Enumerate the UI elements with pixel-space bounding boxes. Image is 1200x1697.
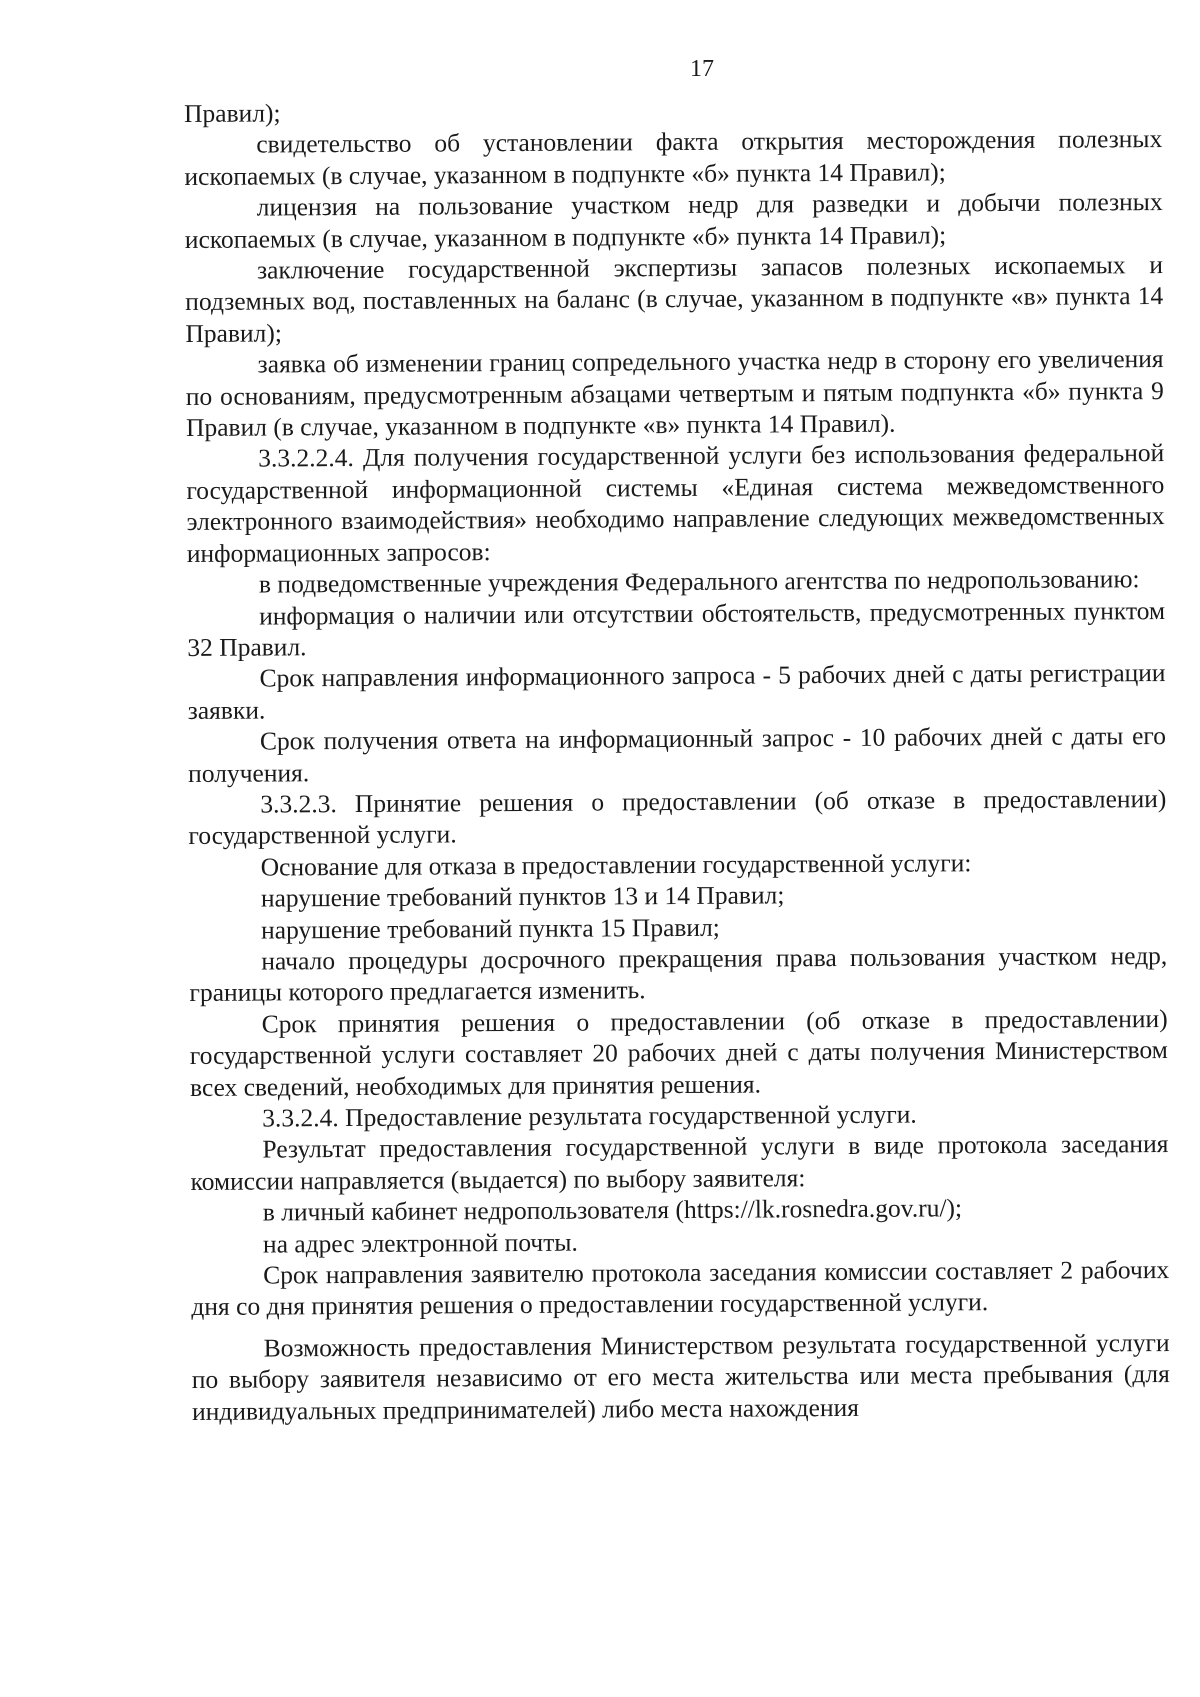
paragraph: начало процедуры досрочного прекращения права пользования участком недр, границы которого предлагается изменить. [189,940,1168,1008]
paragraph: Срок получения ответа на информационный запрос - 10 рабочих дней с даты его получения. [188,721,1167,788]
paragraph: Срок направления информационного запроса - 5 рабочих дней с даты регистрации заявки. [187,658,1166,725]
paragraph: Правил); [184,98,281,128]
paragraph: Срок направления заявителю протокола заседания комиссии составляет 2 рабочих дня со дня принятия решения о предоставлении государственной услуги. [191,1255,1170,1322]
paragraph: Возможность предоставления Министерством результата государственной услуги по выбору заявителя независимо от его места жительства или места пребывания (для индивидуальных предпринимателей) либо места нахождения [191,1327,1170,1426]
paragraph: нарушение требований пункта 15 Правил; [260,912,720,945]
paragraph: Срок принятия решения о предоставлении (об отказе в предоставлении) государственной услуги составляет 20 рабочих дней с даты получения Министерством всех сведений, необходимых для принятия решения. [189,1003,1168,1102]
page-number: 17 [690,56,714,82]
paragraph: нарушение требований пунктов 13 и 14 Правил; [260,880,785,913]
paragraph: 3.3.2.2.4. Для получения государственной услуги без использования федеральной государственной информационной системы «Единая система межведомственного электронного взаимодействия» необходимо направление следующих межведомственных информационных запросов: [186,438,1165,568]
paragraph: 3.3.2.3. Принятие решения о предоставлении (об отказе в предоставлении) государственной услуги. [188,783,1167,851]
paragraph: информация о наличии или отсутствии обстоятельств, предусмотренных пунктом 32 Правил. [187,595,1166,662]
paragraph: заявка об изменении границ сопредельного участка недр в сторону его увеличения по основаниям, предусмотренным абзацами четвертым и пятым подпункта «б» пункта 9 Правил (в случае, указанном в подпункте «в» пункта 14 Правил). [185,344,1164,443]
paragraph: 3.3.2.4. Предоставление результата государственной услуги. [262,1099,917,1133]
document-body [184,92,1170,1427]
paragraph: в личный кабинет недропользователя (https://lk.rosnedra.gov.ru/); [262,1193,963,1227]
paragraph: лицензия на пользование участком недр для разведки и добычи полезных ископаемых (в случае, указанном в подпункте «б» пункта 14 Правил); [184,187,1163,254]
paragraph: свидетельство об установлении факта открытия месторождения полезных ископаемых (в случае, указанном в подпункте «б» пункта 14 Правил); [184,124,1163,191]
paragraph: Основание для отказа в предоставлении государственной услуги: [260,847,972,882]
paragraph: заключение государственной экспертизы запасов полезных ископаемых и подземных вод, поставленных на баланс (в случае, указанном в подпункте «в» пункта 14 Правил); [185,250,1164,348]
paragraph: в подведомственные учреждения Федерального агентства по недропользованию: [258,564,1140,599]
paragraph: на адрес электронной почты. [262,1227,578,1259]
paragraph: Результат предоставления государственной услуги в виде протокола заседания комиссии направляется (выдается) по выбору заявителя: [190,1129,1169,1196]
